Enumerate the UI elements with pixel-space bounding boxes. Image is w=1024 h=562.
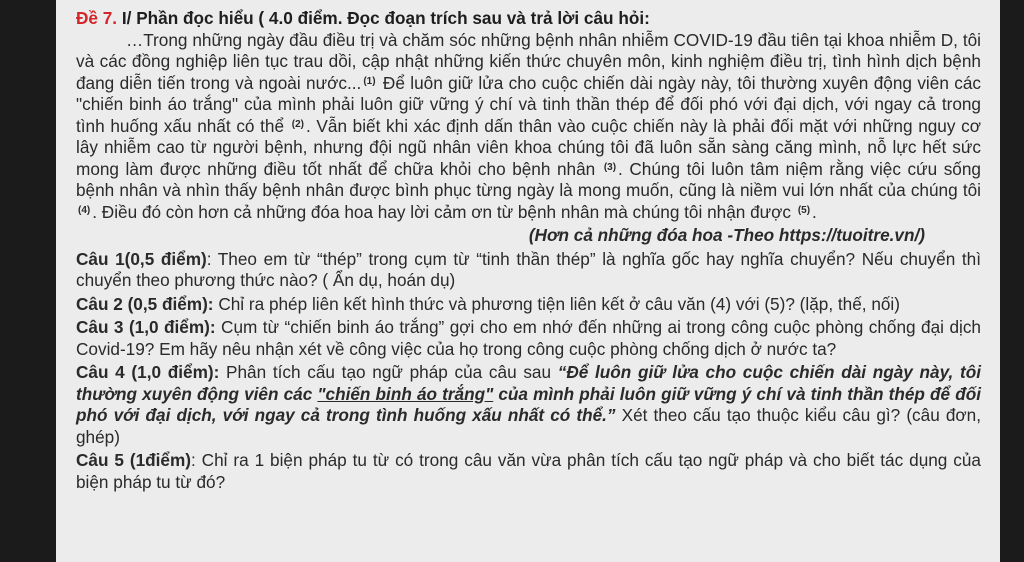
exam-number: Đề 7. bbox=[76, 8, 118, 28]
heading-title: I/ Phần đọc hiểu ( 4.0 điểm. Đọc đoạn trích sau và trả lời câu hỏi: bbox=[117, 8, 650, 28]
quoted-sentence: “Để luôn giữ lửa cho cuộc chiến dài ngày này, tôi thường xuyên động viên các bbox=[76, 362, 981, 404]
question-text: Chỉ ra phép liên kết hình thức và phương tiện liên kết ở câu văn (4) với (5)? (lặp, thế, nối) bbox=[213, 293, 900, 314]
passage-text: . Chúng tôi luôn tâm niệm rằng việc cứu sống bệnh nhân và nhìn thấy bệnh nhân được bình phục từng ngày là mong muốn, cũng là niềm vui lớn nhất của chúng tôi bbox=[76, 158, 981, 200]
passage-text: . Điều đó còn hơn cả những đóa hoa hay lời cảm ơn từ bệnh nhân mà chúng tôi nhận được bbox=[92, 201, 792, 222]
question-text: Phân tích cấu tạo ngữ pháp của câu sau bbox=[219, 362, 558, 382]
question-label: Câu 3 (1,0 điểm): bbox=[76, 317, 216, 337]
passage-source: (Hơn cả những đóa hoa -Theo https://tuoitre.vn/) bbox=[528, 225, 925, 245]
question-2 bbox=[76, 294, 981, 316]
quoted-phrase-underlined: "chiến binh áo trắng" bbox=[317, 383, 494, 404]
question-1 bbox=[76, 249, 981, 292]
footnote-mark: (5) bbox=[797, 204, 811, 216]
question-label: Câu 5 (1điểm) bbox=[76, 450, 191, 470]
question-4 bbox=[76, 362, 981, 448]
passage-text: Để luôn giữ lửa cho cuộc chiến dài ngày này, tôi thường xuyên động viên các "chiến binh áo trắng" của mình phải luôn giữ vững ý chí và tinh thần thép để đối phó với đại dịch, với ngay cả trong tình huống xấu nhất có thể bbox=[76, 72, 981, 136]
question-text: : Theo em từ “thép” trong cụm từ “tinh thần thép” là nghĩa gốc hay nghĩa chuyển? Nếu chuyển thì chuyển theo phương thức nào? ( Ẩn dụ, hoán dụ) bbox=[76, 248, 981, 290]
passage-text: …Trong những ngày đầu điều trị và chăm sóc những bệnh nhân nhiễm COVID-19 đầu tiên tại khoa nhiễm D, tôi và các đồng nghiệp liên tục trau dồi, cập nhật những kiến thức chuyên môn, kinh nghiệm điều trị, tình hình dịch bệnh đang diễn tiến trong và ngoài nước... bbox=[76, 29, 981, 93]
question-text: : Chỉ ra 1 biện pháp tu từ có trong câu văn vừa phân tích cấu tạo ngữ pháp và cho biết tác dụng của biện pháp tu từ đó? bbox=[76, 450, 981, 492]
question-text: Xét theo cấu tạo thuộc kiểu câu gì? (câu đơn, ghép) bbox=[76, 405, 982, 447]
footnote-mark: (2) bbox=[291, 118, 304, 130]
question-5 bbox=[76, 450, 981, 493]
quoted-sentence: của mình phải luôn giữ vững ý chí và tinh thần thép để đối phó với đại dịch, với ngay cả trong tình huống xấu nhất có thể.” bbox=[76, 383, 981, 425]
reading-passage bbox=[76, 30, 981, 224]
question-label: Câu 2 (0,5 điểm): bbox=[76, 293, 214, 314]
document-body bbox=[76, 8, 981, 493]
question-label: Câu 4 (1,0 điểm): bbox=[76, 362, 220, 382]
question-text: Cụm từ “chiến binh áo trắng” gợi cho em nhớ đến những ai trong công cuộc phòng chống đại dịch Covid-19? Em hãy nêu nhận xét về công việc của họ trong công cuộc phòng chống dịch ở nước ta? bbox=[76, 317, 981, 359]
passage-text: . Vẫn biết khi xác định dấn thân vào cuộc chiến này là phải đối mặt với những nguy cơ lây nhiễm cao từ người bệnh, nhưng đội ngũ nhân viên khoa chúng tôi đã luôn sẵn sàng căng mình, nỗ lực hết sức mong làm được những điều tốt nhất để chữa khỏi cho bệnh nhân bbox=[76, 115, 981, 179]
footnote-mark: (4) bbox=[78, 204, 91, 216]
passage-text: . bbox=[812, 201, 817, 222]
section-heading bbox=[76, 8, 981, 30]
document-page bbox=[56, 0, 1000, 562]
question-3 bbox=[76, 317, 981, 360]
question-label: Câu 1(0,5 điểm) bbox=[76, 248, 207, 269]
footnote-mark: (3) bbox=[603, 161, 617, 173]
footnote-mark: (1) bbox=[363, 75, 376, 87]
